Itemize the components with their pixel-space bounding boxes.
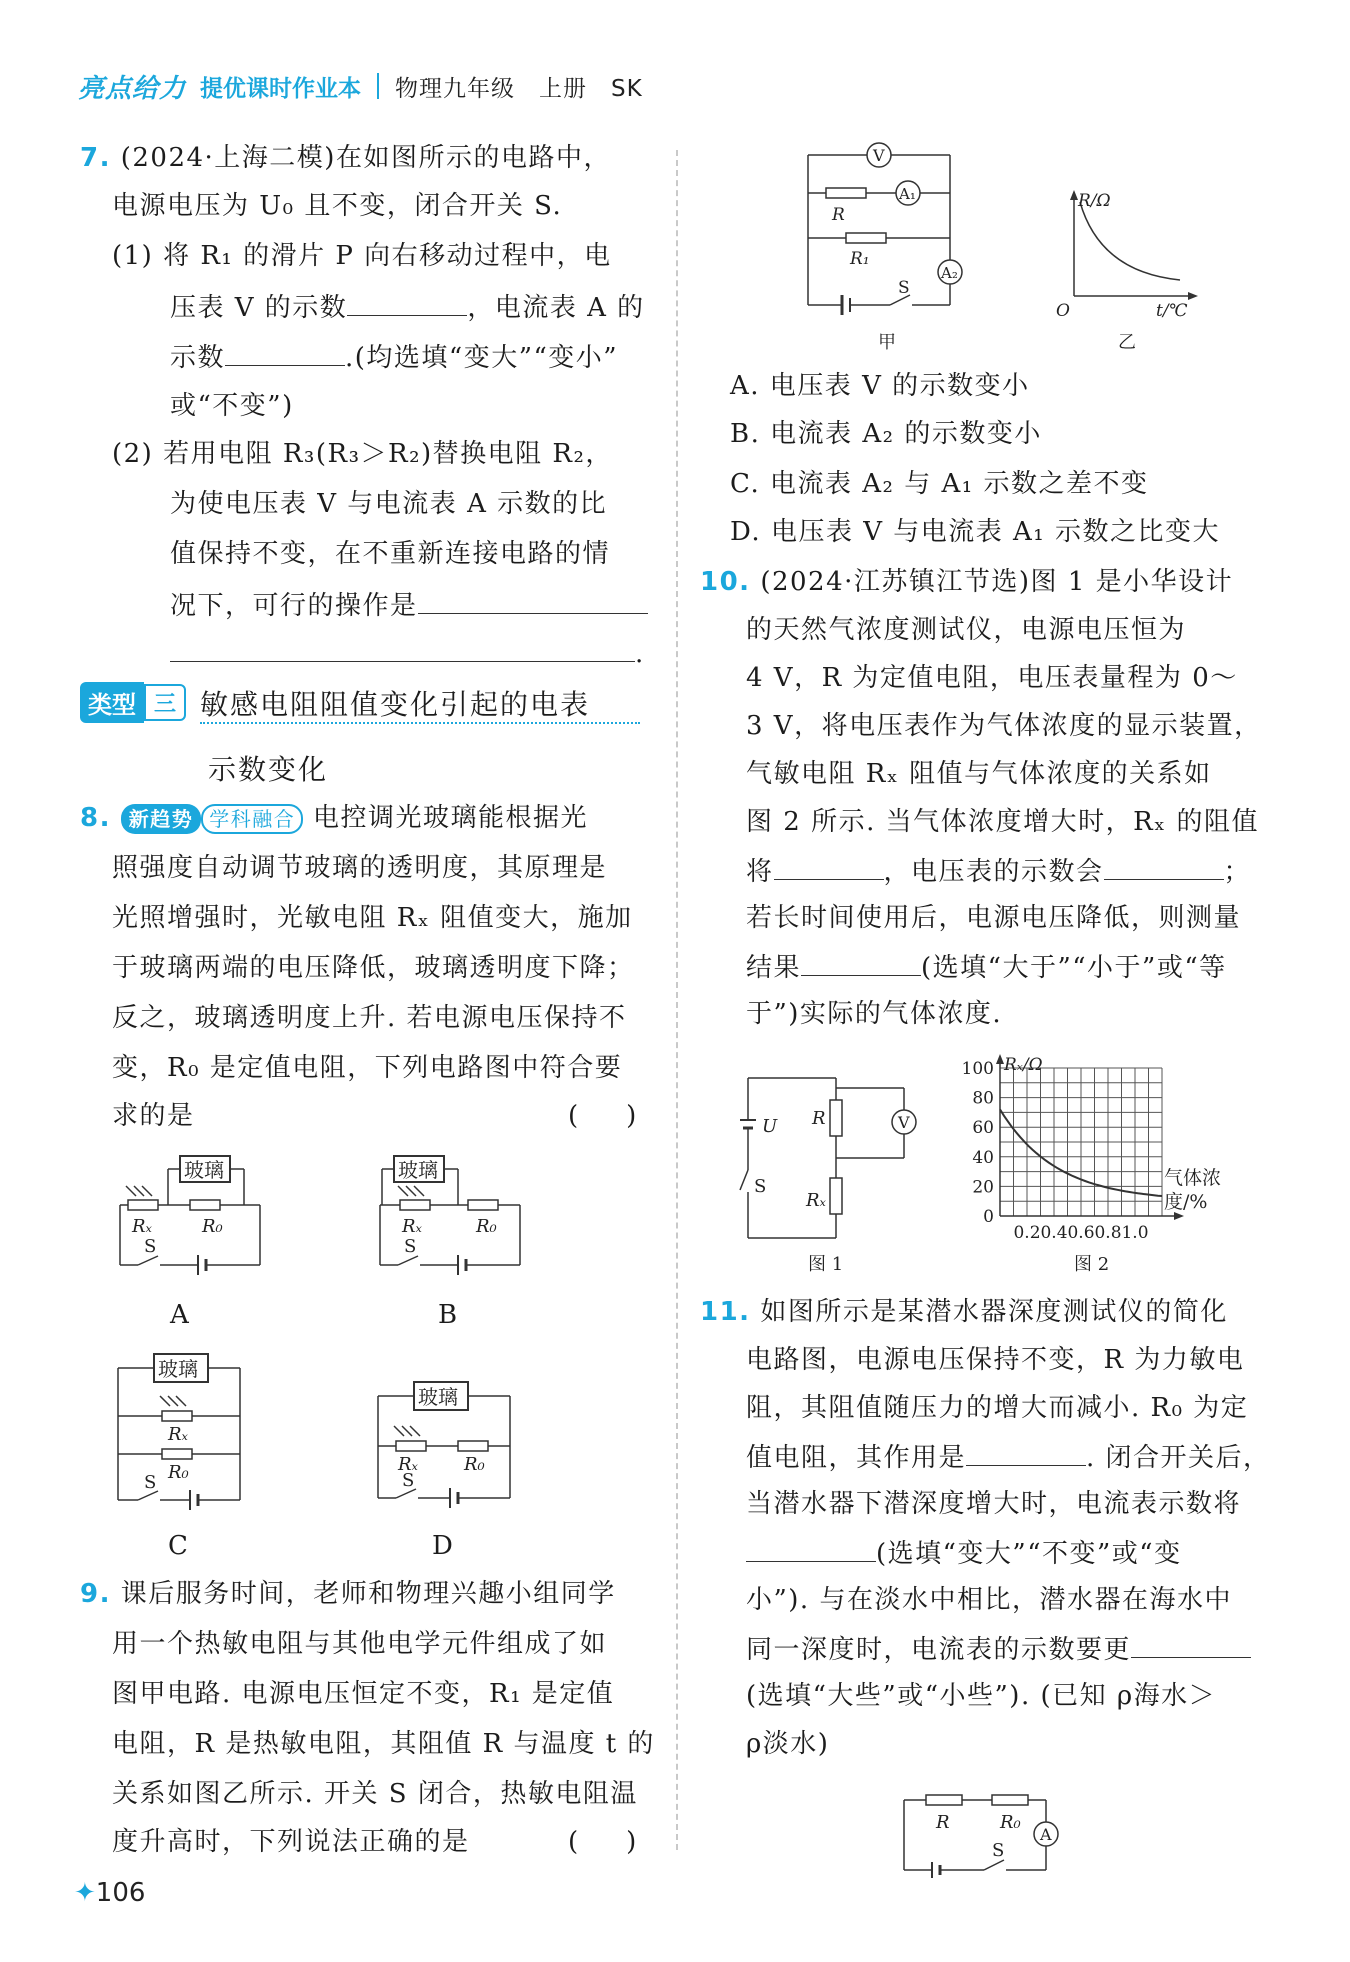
q8-line-3: 光照增强时，光敏电阻 Rₓ 阻值变大，施加 (112, 903, 633, 933)
q8-line-7: 求的是 (112, 1101, 195, 1131)
page-header (78, 66, 643, 106)
q11-blank-2[interactable] (746, 1534, 876, 1562)
q7-blank-3[interactable] (418, 586, 648, 614)
svg-text:A: A (1040, 1825, 1052, 1844)
svg-text:S: S (898, 278, 910, 298)
q7-blank-3-cont[interactable] (170, 634, 635, 662)
q11-line-4: 值电阻，其作用是 . 闭合开关后， (746, 1438, 1271, 1476)
svg-text:S: S (144, 1472, 157, 1493)
q10-ytick: 80 (972, 1088, 994, 1109)
sparkle-icon: ✦ (74, 1878, 96, 1908)
svg-text:甲: 甲 (878, 332, 896, 353)
section-number: 三 (144, 684, 186, 721)
q11-line-2: 电路图，电源电压保持不变，R 为力敏电 (746, 1345, 1245, 1375)
q9-line-1: 9. 课后服务时间，老师和物理兴趣小组同学 (80, 1579, 616, 1609)
svg-text:R: R (936, 1812, 950, 1833)
svg-text:Rₓ: Rₓ (168, 1424, 188, 1445)
q10-line-1: 10. (2024·江苏镇江节选)图 1 是小华设计 (700, 567, 1234, 597)
q7-line-8: 为使电压表 V 与电流表 A 示数的比 (170, 489, 608, 519)
q9-circuit-jia (790, 140, 980, 360)
header-divider (377, 73, 379, 99)
book-subtitle: 提优课时作业本 (200, 75, 362, 102)
q8-answer-paren[interactable]: () (568, 1101, 685, 1131)
q11-line-5: 当潜水器下潜深度增大时，电流表示数将 (746, 1489, 1242, 1519)
svg-text:V: V (873, 146, 885, 165)
q10-ytick: 40 (972, 1147, 994, 1168)
svg-text:玻璃: 玻璃 (418, 1385, 458, 1409)
q7-line-11: . (170, 634, 645, 672)
q9-line-3: 图甲电路. 电源电压恒定不变，R₁ 是定值 (112, 1679, 615, 1709)
q9-graph-yi (1052, 188, 1212, 358)
q10-circuit-fig1 (736, 1070, 936, 1280)
q10-blank-2[interactable] (1104, 852, 1224, 880)
q10-ytick: 60 (972, 1118, 994, 1139)
svg-text:R: R (812, 1108, 826, 1129)
q7-line-9: 值保持不变，在不重新连接电路的情 (170, 539, 611, 569)
q10-ytick: 0 (983, 1207, 994, 1227)
page-number: ✦106 (74, 1878, 146, 1908)
q7-line-3: (1) 将 R₁ 的滑片 P 向右移动过程中，电 (112, 241, 612, 271)
svg-text:Rₓ/Ω: Rₓ/Ω (1004, 1055, 1043, 1075)
svg-text:R₀: R₀ (1000, 1812, 1021, 1833)
svg-text:R₀: R₀ (464, 1454, 485, 1475)
svg-text:S: S (402, 1470, 415, 1491)
q8-line-5: 反之，玻璃透明度上升. 若电源电压保持不 (112, 1003, 627, 1033)
q10-number: 10. (700, 567, 751, 597)
q11-line-3: 阻，其阻值随压力的增大而减小. R₀ 为定 (746, 1393, 1249, 1423)
svg-text:R: R (832, 205, 845, 225)
q8-circuit-b (370, 1150, 530, 1280)
svg-text:度/%: 度/% (1164, 1191, 1208, 1213)
q7-number: 7. (80, 143, 111, 173)
q10-xtick: 0.2 (1013, 1223, 1041, 1243)
q10-xtick: 0.8 (1094, 1223, 1122, 1243)
q11-line-8: 同一深度时，电流表的示数要更 (746, 1630, 1251, 1668)
q11-line-10: ρ淡水) (746, 1729, 830, 1759)
q10-ytick: 20 (972, 1177, 994, 1198)
svg-text:S: S (992, 1840, 1005, 1861)
section-title-line2: 示数变化 (208, 753, 329, 786)
svg-text:S: S (754, 1176, 767, 1197)
svg-text:R₀: R₀ (476, 1216, 497, 1237)
q8-circuit-a (110, 1150, 270, 1280)
q10-line-6: 图 2 所示. 当气体浓度增大时，Rₓ 的阻值 (746, 807, 1259, 837)
svg-text:A₂: A₂ (941, 264, 958, 282)
q10-line-4: 3 V，将电压表作为气体浓度的显示装置， (746, 711, 1262, 741)
q9-line-6: 度升高时，下列说法正确的是 (112, 1827, 470, 1857)
q7-line-4: 压表 V 的示数 ，电流表 A 的 (170, 288, 645, 326)
book-info: 物理九年级 上册 SK (395, 75, 643, 102)
q7-line-5: 示数 .(均选填“变大”“变小” (170, 338, 618, 376)
q7-line-6: 或“不变”) (170, 391, 294, 421)
q8-line-2: 照强度自动调节玻璃的透明度，其原理是 (112, 853, 608, 883)
q8-circuit-d (370, 1378, 520, 1508)
q9-resistance-curve (1080, 202, 1180, 280)
q10-graph-fig2 (950, 1048, 1270, 1280)
svg-text:A₁: A₁ (899, 185, 916, 203)
q10-blank-3[interactable] (801, 948, 921, 976)
section-underline (200, 722, 640, 724)
q11-number: 11. (700, 1297, 751, 1327)
q9-choice-c[interactable]: C. 电流表 A₂ 与 A₁ 示数之差不变 (730, 469, 1149, 499)
svg-text:R₀: R₀ (168, 1462, 189, 1483)
q10-line-8: 若长时间使用后，电源电压降低，则测量 (746, 903, 1242, 933)
q8-line-1: 8. 新趋势 学科融合 电控调光玻璃能根据光 (80, 803, 589, 833)
tag-interdisciplinary: 学科融合 (201, 804, 303, 834)
svg-text:Rₓ: Rₓ (398, 1454, 418, 1475)
svg-text:U: U (762, 1116, 778, 1137)
brand-logo: 亮点给力 (78, 73, 187, 104)
svg-text:R₁: R₁ (850, 249, 870, 269)
q7-line-1: 7. (2024·上海二模)在如图所示的电路中， (80, 143, 611, 173)
q7-blank-2[interactable] (225, 338, 345, 366)
q10-xtick: 0.4 (1040, 1223, 1068, 1243)
q7-line-7: (2) 若用电阻 R₃(R₃＞R₂)替换电阻 R₂， (112, 439, 613, 469)
q9-line-5: 关系如图乙所示. 开关 S 闭合，热敏电阻温 (112, 1779, 638, 1809)
q10-line-5: 气敏电阻 Rₓ 阻值与气体浓度的关系如 (746, 759, 1212, 789)
q7-blank-1[interactable] (347, 288, 467, 316)
q8-circuit-c (110, 1350, 270, 1510)
svg-text:S: S (144, 1236, 157, 1257)
q8-option-b[interactable]: B (438, 1300, 459, 1330)
q10-blank-1[interactable] (774, 852, 884, 880)
q9-choice-d[interactable]: D. 电压表 V 与电流表 A₁ 示数之比变大 (730, 517, 1220, 547)
svg-text:V: V (898, 1113, 910, 1132)
q10-line-10: 于”)实际的气体浓度. (746, 999, 1003, 1029)
section-title: 敏感电阻阻值变化引起的电表 (200, 687, 591, 721)
q8-option-a[interactable]: A (170, 1300, 191, 1330)
svg-text:t/℃: t/℃ (1156, 301, 1188, 321)
svg-text:玻璃: 玻璃 (184, 1158, 224, 1182)
q11-line-1: 11. 如图所示是某潜水器深度测试仪的简化 (700, 1297, 1228, 1327)
svg-text:R/Ω: R/Ω (1078, 191, 1111, 211)
q7-line-2: 电源电压为 U₀ 且不变，闭合开关 S. (112, 191, 563, 221)
q9-number: 9. (80, 1579, 111, 1609)
q10-xtick: 0.6 (1067, 1223, 1095, 1243)
q10-xtick: 1.0 (1121, 1223, 1149, 1243)
q8-option-c[interactable]: C (168, 1531, 190, 1561)
q11-blank-3[interactable] (1131, 1630, 1251, 1658)
q9-line-4: 电阻，R 是热敏电阻，其阻值 R 与温度 t 的 (112, 1729, 655, 1759)
svg-text:气体浓: 气体浓 (1164, 1167, 1222, 1189)
q10-line-9: 结果 (选填“大于”“小于”或“等 (746, 948, 1227, 986)
q8-number: 8. (80, 803, 111, 833)
tag-new-trend: 新趋势 (121, 804, 202, 834)
q8-line-4: 于玻璃两端的电压降低，玻璃透明度下降； (112, 953, 635, 983)
svg-text:图 1: 图 1 (808, 1254, 844, 1275)
q9-answer-paren[interactable]: () (568, 1827, 685, 1857)
q10-line-2: 的天然气浓度测试仪，电源电压恒为 (746, 615, 1187, 645)
svg-text:O: O (1056, 301, 1070, 321)
svg-text:Rₓ: Rₓ (132, 1216, 152, 1237)
q10-ytick: 100 (961, 1059, 994, 1079)
q10-line-3: 4 V，R 为定值电阻，电压表量程为 0～ (746, 663, 1238, 693)
q9-line-2: 用一个热敏电阻与其他电学元件组成了如 (112, 1629, 608, 1659)
q9-choice-a[interactable]: A. 电压表 V 的示数变小 (730, 371, 1030, 401)
svg-text:Rₓ: Rₓ (402, 1216, 422, 1237)
svg-text:乙: 乙 (1118, 332, 1136, 353)
svg-text:S: S (404, 1236, 417, 1257)
svg-text:图 2: 图 2 (1074, 1254, 1110, 1275)
svg-text:玻璃: 玻璃 (398, 1158, 438, 1182)
q8-line-6: 变，R₀ 是定值电阻，下列电路图中符合要 (112, 1053, 623, 1083)
q11-circuit (896, 1788, 1086, 1888)
q11-line-9: (选填“大些”或“小些”). (已知 ρ海水＞ (746, 1681, 1217, 1711)
q10-line-7: 将 ，电压表的示数会 ； (746, 852, 1251, 890)
q9-choice-b[interactable]: B. 电流表 A₂ 的示数变小 (730, 419, 1042, 449)
q11-line-7: 小”). 与在淡水中相比，潜水器在海水中 (746, 1585, 1232, 1615)
q7-line-10: 况下，可行的操作是 (170, 586, 648, 624)
svg-text:玻璃: 玻璃 (158, 1357, 198, 1381)
section-label: 类型 (80, 682, 144, 723)
svg-text:R₀: R₀ (202, 1216, 223, 1237)
column-divider (676, 150, 678, 1850)
section-header (80, 682, 590, 723)
svg-text:Rₓ: Rₓ (806, 1190, 826, 1211)
q8-option-d[interactable]: D (432, 1531, 455, 1561)
q11-line-6: (选填“变大”“不变”或“变 (746, 1534, 1182, 1572)
q11-blank-1[interactable] (966, 1438, 1086, 1466)
